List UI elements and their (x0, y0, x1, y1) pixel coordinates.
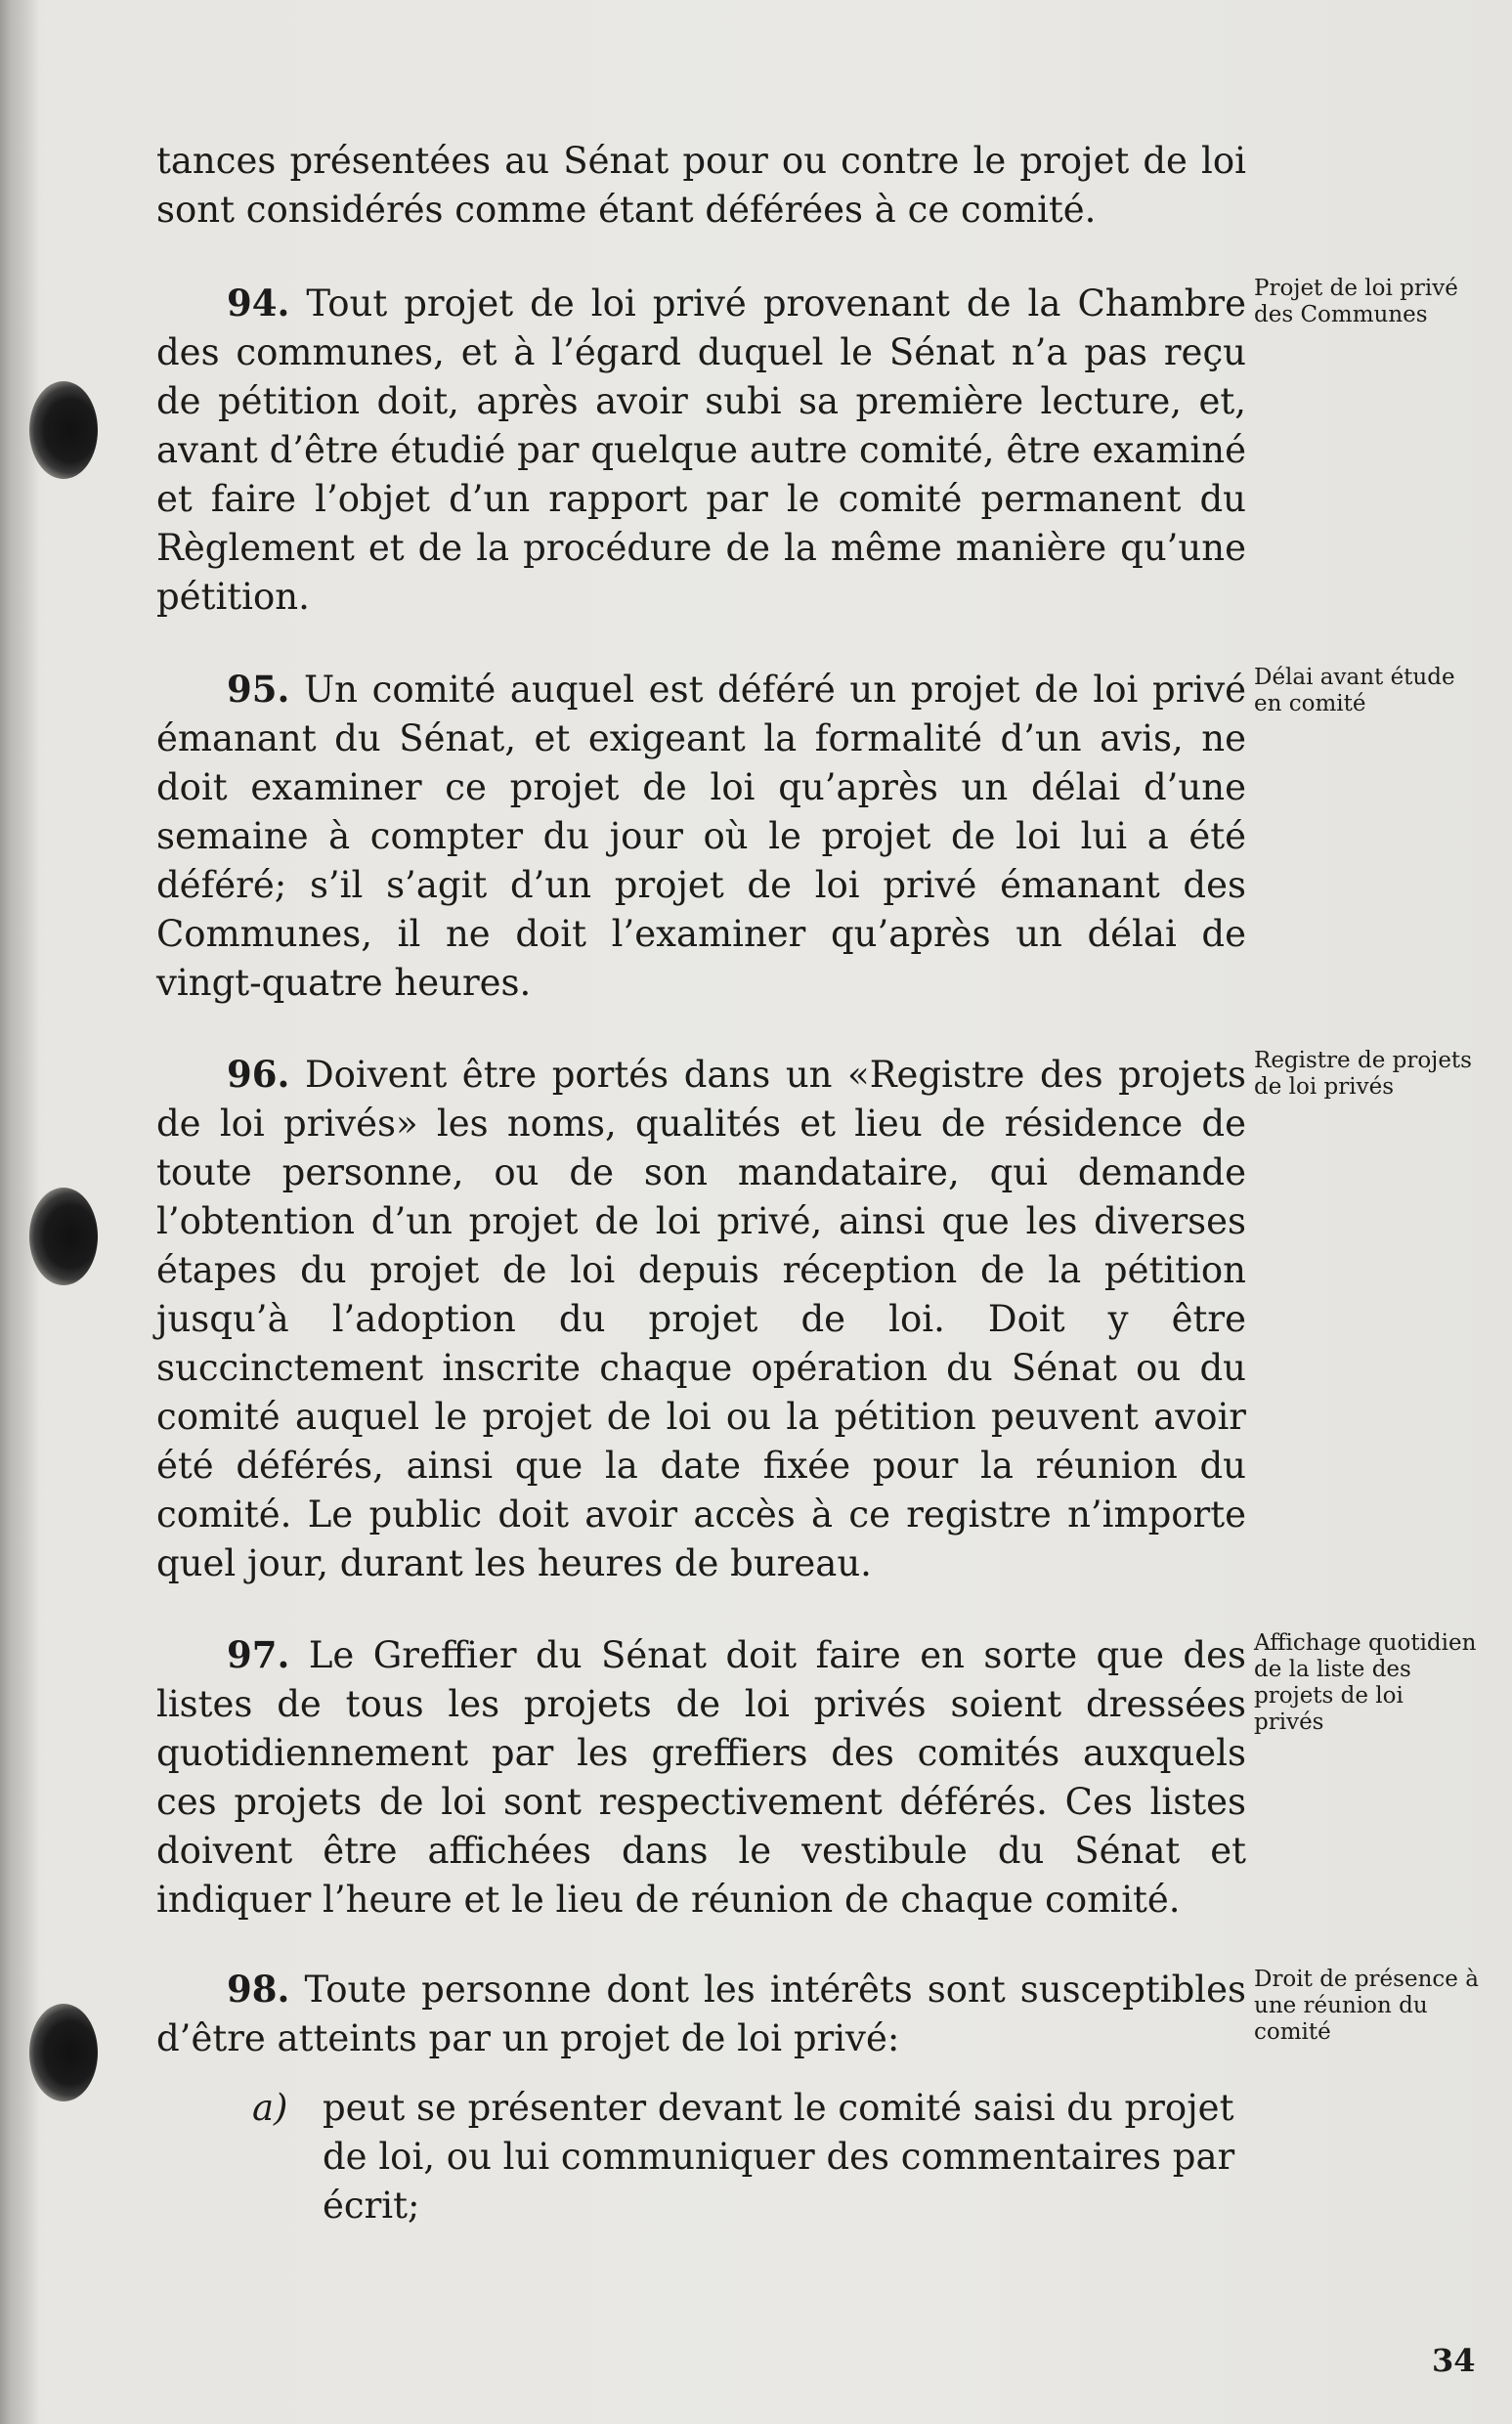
section-number: 96. (227, 1053, 290, 1096)
list-item-label: a) (252, 2087, 288, 2129)
margin-note-94: Projet de loi privé des Communes (1254, 276, 1458, 327)
top-text: tances présentées au Sénat pour ou contre le projet de loi sont considérés comme étant déférées à ce comité. (156, 140, 1246, 231)
top-paragraph (156, 137, 1246, 235)
margin-note-98: Droit de présence à une réunion du comité (1254, 1967, 1479, 2045)
section-number: 94. (227, 281, 290, 325)
margin-note-96: Registre de projets de loi privés (1254, 1048, 1472, 1100)
section-number: 95. (227, 668, 290, 711)
section-text: Un comité auquel est déféré un projet de loi privé émanant du Sénat, et exigeant la formalité d’un avis, ne doit examiner ce projet de loi qu’après un délai d’une semaine à compter du jour où le projet de loi lui a été déféré; s’il s’agit d’un projet de loi privé émanant des Communes, il ne doit l’examiner qu’après un délai de vingt-quatre heures. (156, 669, 1246, 1004)
binder-hole-bottom (29, 2004, 98, 2101)
binder-hole-middle (29, 1188, 98, 1285)
section-text: Doivent être portés dans un «Registre des projets de loi privés» les noms, qualités et lieu de résidence de toute personne, ou de son mandataire, qui demande l’obtention d’un projet de loi privé, ainsi que les diverses étapes du projet de loi depuis réception de la pétition jusqu’à l’adoption du projet de loi. Doit y être succinctement inscrite chaque opération du Sénat ou du comité auquel le projet de loi ou la pétition peuvent avoir été déférés, ainsi que la date fixée pour la réunion du comité. Le public doit avoir accès à ce registre n’importe quel jour, durant les heures de bureau. (156, 1054, 1246, 1584)
section-94 (156, 279, 1246, 622)
section-97 (156, 1630, 1246, 1925)
page-number: 34 (1432, 2342, 1476, 2379)
list-item-text: peut se présenter devant le comité saisi du projet de loi, ou lui communiquer des commentaires par écrit; (323, 2087, 1235, 2227)
section-98 (156, 1965, 1246, 2063)
section-text: Le Greffier du Sénat doit faire en sorte que des listes de tous les projets de loi privés soient dressées quotidiennement par les greffiers des comités auxquels ces projets de loi sont respectivement déférés. Ces listes doivent être affichées dans le vestibule du Sénat et indiquer l’heure et le lieu de réunion de chaque comité. (156, 1634, 1246, 1921)
section-number: 98. (227, 1968, 290, 2011)
binder-hole-top (29, 381, 98, 479)
margin-note-97: Affichage quotidien de la liste des projets de loi privés (1254, 1630, 1477, 1735)
list-item-a (252, 2084, 1249, 2230)
section-text: Toute personne dont les intérêts sont susceptibles d’être atteints par un projet de loi privé: (156, 1969, 1246, 2059)
margin-note-95: Délai avant étude en comité (1254, 665, 1455, 716)
section-95 (156, 665, 1246, 1008)
section-96 (156, 1050, 1246, 1588)
section-text: Tout projet de loi privé provenant de la Chambre des communes, et à l’égard duquel le Sénat n’a pas reçu de pétition doit, après avoir subi sa première lecture, et, avant d’être étudié par quelque autre comité, être examiné et faire l’objet d’un rapport par le comité permanent du Règlement et de la procédure de la même manière qu’une pétition. (156, 282, 1246, 618)
section-number: 97. (227, 1633, 290, 1676)
